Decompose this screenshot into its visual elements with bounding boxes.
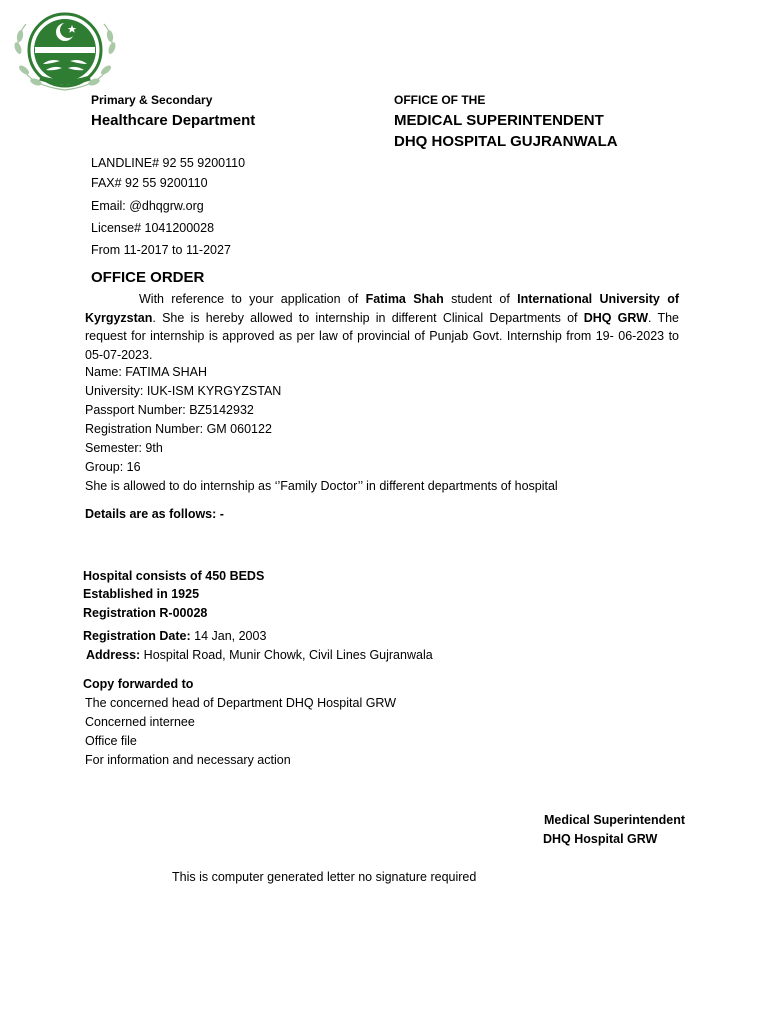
email-value[interactable]: @dhqgrw.org bbox=[129, 199, 204, 213]
landline: LANDLINE# 92 55 9200110 bbox=[91, 156, 246, 170]
detail-internship: She is allowed to do internship as ‘’Family Doctor’’ in different departments of hospital bbox=[85, 479, 558, 493]
office-of-label: OFFICE OF THE bbox=[394, 93, 486, 107]
email-label: Email: bbox=[91, 199, 130, 213]
detail-name: Name: FATIMA SHAH bbox=[85, 365, 208, 379]
details-follow-heading: Details are as follows: - bbox=[85, 507, 224, 521]
office-hospital: DHQ HOSPITAL GUJRANWALA bbox=[394, 133, 618, 150]
office-title: MEDICAL SUPERINTENDENT bbox=[394, 112, 604, 129]
punjab-emblem-logo bbox=[10, 12, 120, 94]
copy-item: Office file bbox=[85, 734, 137, 748]
copy-item: The concerned head of Department DHQ Hospital GRW bbox=[85, 696, 397, 710]
detail-group: Group: 16 bbox=[85, 460, 141, 474]
detail-semester: Semester: 9th bbox=[85, 441, 163, 455]
reg-date-value: 14 Jan, 2003 bbox=[190, 629, 267, 643]
detail-registration: Registration Number: GM 060122 bbox=[85, 422, 272, 436]
signatory-hospital: DHQ Hospital GRW bbox=[543, 832, 658, 846]
hospital-beds: Hospital consists of 450 BEDS bbox=[83, 569, 265, 583]
license-validity: From 11-2017 to 11-2027 bbox=[91, 243, 231, 257]
hospital-registration: Registration R-00028 bbox=[83, 606, 208, 620]
reg-date-label: Registration Date: bbox=[83, 629, 191, 643]
email bbox=[91, 199, 204, 213]
department-line1: Primary & Secondary bbox=[91, 93, 213, 107]
license: License# 1041200028 bbox=[91, 221, 215, 235]
fax: FAX# 92 55 9200110 bbox=[91, 176, 208, 190]
detail-passport: Passport Number: BZ5142932 bbox=[85, 403, 254, 417]
office-order-title: OFFICE ORDER bbox=[91, 269, 205, 286]
copy-forwarded-title: Copy forwarded to bbox=[83, 677, 194, 691]
copy-item: For information and necessary action bbox=[85, 753, 291, 767]
address-label: Address: bbox=[86, 648, 141, 662]
hospital-address bbox=[86, 648, 433, 662]
detail-university: University: IUK-ISM KYRGYZSTAN bbox=[85, 384, 282, 398]
office-order-paragraph: With reference to your application of Fatima Shah student of International University of Kyrgyzstan. She is hereby allowed to internship in different Clinical Departments of DHQ GRW. The request for internship is approved as per law of provincial of Punjab Govt. Internship from 19- 06-2023 to 05-07-2023. bbox=[85, 292, 680, 362]
address-value: Hospital Road, Munir Chowk, Civil Lines Gujranwala bbox=[140, 648, 433, 662]
department-line2: Healthcare Department bbox=[91, 112, 256, 129]
signatory-title: Medical Superintendent bbox=[544, 813, 685, 827]
computer-generated-note: This is computer generated letter no signature required bbox=[172, 870, 477, 884]
hospital-registration-date bbox=[83, 629, 266, 643]
copy-item: Concerned internee bbox=[85, 715, 195, 729]
hospital-established: Established in 1925 bbox=[83, 587, 200, 601]
